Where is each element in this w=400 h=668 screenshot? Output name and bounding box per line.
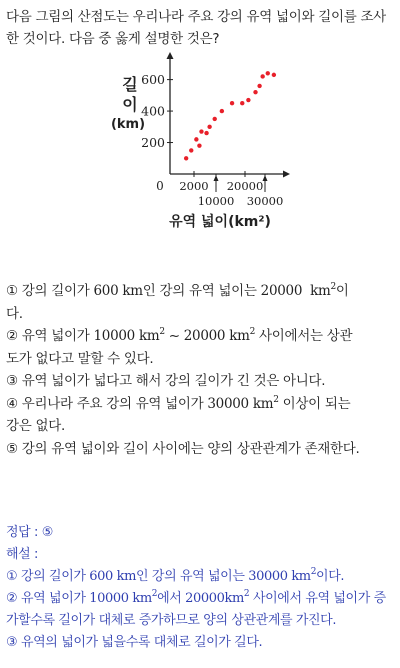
explanation-label: 해설 : bbox=[6, 547, 39, 562]
question-line-2: 한 것이다. 다음 중 옳게 설명한 것은? bbox=[6, 31, 220, 47]
x-axis-arrow bbox=[283, 171, 290, 178]
scatter-point bbox=[253, 90, 257, 94]
y-axis-label-char-1: 길 bbox=[122, 75, 138, 94]
question-line-1: 다음 그림의 산점도는 우리나라 주요 강의 유역 넓이와 길이를 조사 bbox=[6, 9, 386, 25]
y-tick-label: 200 bbox=[141, 135, 165, 151]
choice-3[interactable]: ③ 유역 넓이가 넓다고 해서 강의 길이가 긴 것은 아니다. bbox=[6, 373, 326, 389]
scatter-point bbox=[189, 148, 193, 152]
x-tick-label-top: 2000 bbox=[179, 179, 209, 193]
x-tick-arrow bbox=[263, 175, 268, 181]
explanation-2: ② 유역 넓이가 10000 $km^2$에서 $20000km^2$ 사이에서 유역 넓이가 증 가할수록 길이가 대체로 증가하므로 양의 상관관계를 가진다. bbox=[6, 589, 386, 628]
choice-2[interactable]: ② 유역 넓이가 10000 $km^2$ ~ 20000 $km^2$ 사이에서는 상관 도가 없다고 말할 수 있다. bbox=[6, 327, 353, 367]
scatter-point bbox=[246, 98, 250, 102]
choice-1[interactable]: ① 강의 길이가 600 km인 강의 유역 넓이는 20000 $km^2$이 다. bbox=[6, 282, 349, 322]
scatter-point bbox=[184, 156, 188, 160]
scatter-point bbox=[207, 125, 211, 129]
scatter-point bbox=[199, 129, 203, 133]
scatter-plot bbox=[108, 48, 298, 238]
scatter-point bbox=[257, 84, 261, 88]
scatter-point bbox=[272, 73, 276, 77]
y-axis-label-unit: (km) bbox=[110, 117, 146, 132]
answer-explanation bbox=[6, 522, 398, 654]
x-tick-label-top: 20000 bbox=[226, 179, 264, 193]
question-text bbox=[6, 6, 396, 50]
scatter-point bbox=[213, 117, 217, 121]
scatter-point bbox=[240, 101, 244, 105]
y-axis-label-char-2: 이 bbox=[122, 95, 138, 114]
x-axis-label: 유역 넓이(km²) bbox=[169, 214, 271, 230]
x-tick-arrow bbox=[214, 175, 219, 181]
scatter-point bbox=[266, 71, 270, 75]
origin-label: 0 bbox=[156, 179, 164, 193]
scatter-point bbox=[220, 109, 224, 113]
choice-5[interactable]: ⑤ 강의 유역 넓이와 길이 사이에는 양의 상관관계가 존재한다. bbox=[6, 440, 360, 457]
scatter-point bbox=[260, 74, 264, 78]
answer-label: 정답 : ⑤ bbox=[6, 525, 54, 540]
answer-choices bbox=[6, 280, 396, 460]
scatter-point bbox=[197, 143, 201, 147]
explanation-3: ③ 유역의 넓이가 넓을수록 대체로 길이가 길다. bbox=[6, 635, 263, 650]
y-tick-label: 600 bbox=[141, 72, 165, 88]
scatter-point bbox=[194, 137, 198, 141]
scatter-point bbox=[230, 101, 234, 105]
choice-4[interactable]: ④ 우리나라 주요 강의 유역 넓이가 30000 $km^2$ 이상이 되는 강은 없다. bbox=[6, 394, 351, 434]
x-tick-label-bottom: 10000 bbox=[197, 194, 235, 208]
y-axis-arrow bbox=[167, 52, 174, 59]
scatter-point bbox=[204, 131, 208, 135]
y-tick-label: 400 bbox=[141, 103, 165, 119]
explanation-1: ① 강의 길이가 600 km인 강의 유역 넓이는 30000 $km^2$이다. bbox=[6, 567, 345, 584]
x-tick-label-bottom: 30000 bbox=[246, 194, 284, 208]
